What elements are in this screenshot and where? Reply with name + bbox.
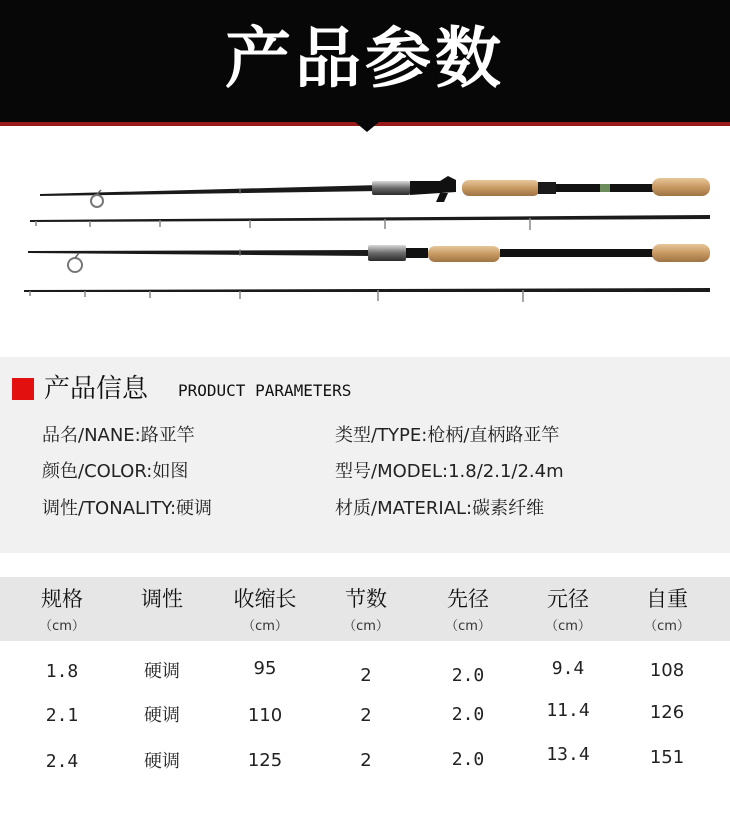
spec-table-header: [0, 577, 730, 641]
casting-rod-butt-section: [40, 176, 710, 207]
table-cell-tonality: 硬调: [144, 705, 180, 726]
page-title: 产品参数: [225, 20, 505, 97]
table-cell-butt-diameter: 9.4: [551, 658, 585, 679]
header-notch: [355, 122, 379, 132]
casting-rod-tip-section: [30, 215, 710, 230]
column-unit-closed-length: （cm）: [242, 619, 288, 634]
column-header-tip-diameter: 先径: [447, 587, 489, 611]
column-header-sections: 节数: [345, 587, 387, 611]
table-cell-weight: 126: [649, 702, 685, 723]
info-subtitle: PRODUCT PARAMETERS: [178, 381, 352, 400]
column-header-size: 规格: [41, 587, 83, 611]
table-cell-sections: 2: [360, 665, 372, 686]
table-cell-tip-diameter: 2.0: [451, 665, 485, 686]
section-marker: [12, 378, 34, 400]
column-header-tonality: 调性: [141, 587, 183, 611]
table-cell-closed-length: 125: [247, 750, 283, 771]
product-info-panel: [0, 357, 730, 553]
info-title: 产品信息: [44, 374, 149, 404]
info-material: 材质/MATERIAL:碳素纤维: [335, 498, 545, 519]
table-cell-butt-diameter: 13.4: [546, 744, 590, 765]
column-unit-weight: （cm）: [644, 619, 690, 634]
table-cell-tip-diameter: 2.0: [451, 704, 485, 725]
column-header-weight: 自重: [646, 587, 688, 611]
info-type: 类型/TYPE:枪柄/直柄路亚竿: [335, 425, 560, 446]
spinning-rod-butt-section: [28, 244, 710, 272]
info-model: 型号/MODEL:1.8/2.1/2.4m: [335, 461, 564, 482]
table-cell-size: 1.8: [45, 661, 79, 682]
info-color: 颜色/COLOR:如图: [42, 461, 189, 482]
column-unit-sections: （cm）: [343, 619, 389, 634]
column-unit-butt-diameter: （cm）: [545, 619, 591, 634]
info-tonality: 调性/TONALITY:硬调: [42, 498, 213, 519]
column-unit-tip-diameter: （cm）: [445, 619, 491, 634]
table-cell-closed-length: 95: [253, 658, 277, 679]
table-cell-sections: 2: [360, 750, 372, 771]
table-cell-size: 2.1: [45, 705, 79, 726]
table-cell-tip-diameter: 2.0: [451, 749, 485, 770]
product-photo: [0, 132, 730, 342]
column-unit-size: （cm）: [39, 619, 85, 634]
column-header-closed-length: 收缩长: [233, 587, 297, 611]
table-cell-butt-diameter: 11.4: [546, 700, 590, 721]
table-cell-size: 2.4: [45, 751, 79, 772]
spinning-rod-tip-section: [24, 288, 710, 302]
table-cell-tonality: 硬调: [144, 661, 180, 682]
table-cell-closed-length: 110: [247, 705, 283, 726]
header-banner: [0, 0, 730, 122]
table-cell-weight: 151: [649, 747, 685, 768]
table-cell-tonality: 硬调: [144, 751, 180, 772]
table-cell-sections: 2: [360, 705, 372, 726]
column-header-butt-diameter: 元径: [547, 587, 589, 611]
table-cell-weight: 108: [649, 660, 685, 681]
info-name: 品名/NANE:路亚竿: [42, 425, 195, 446]
